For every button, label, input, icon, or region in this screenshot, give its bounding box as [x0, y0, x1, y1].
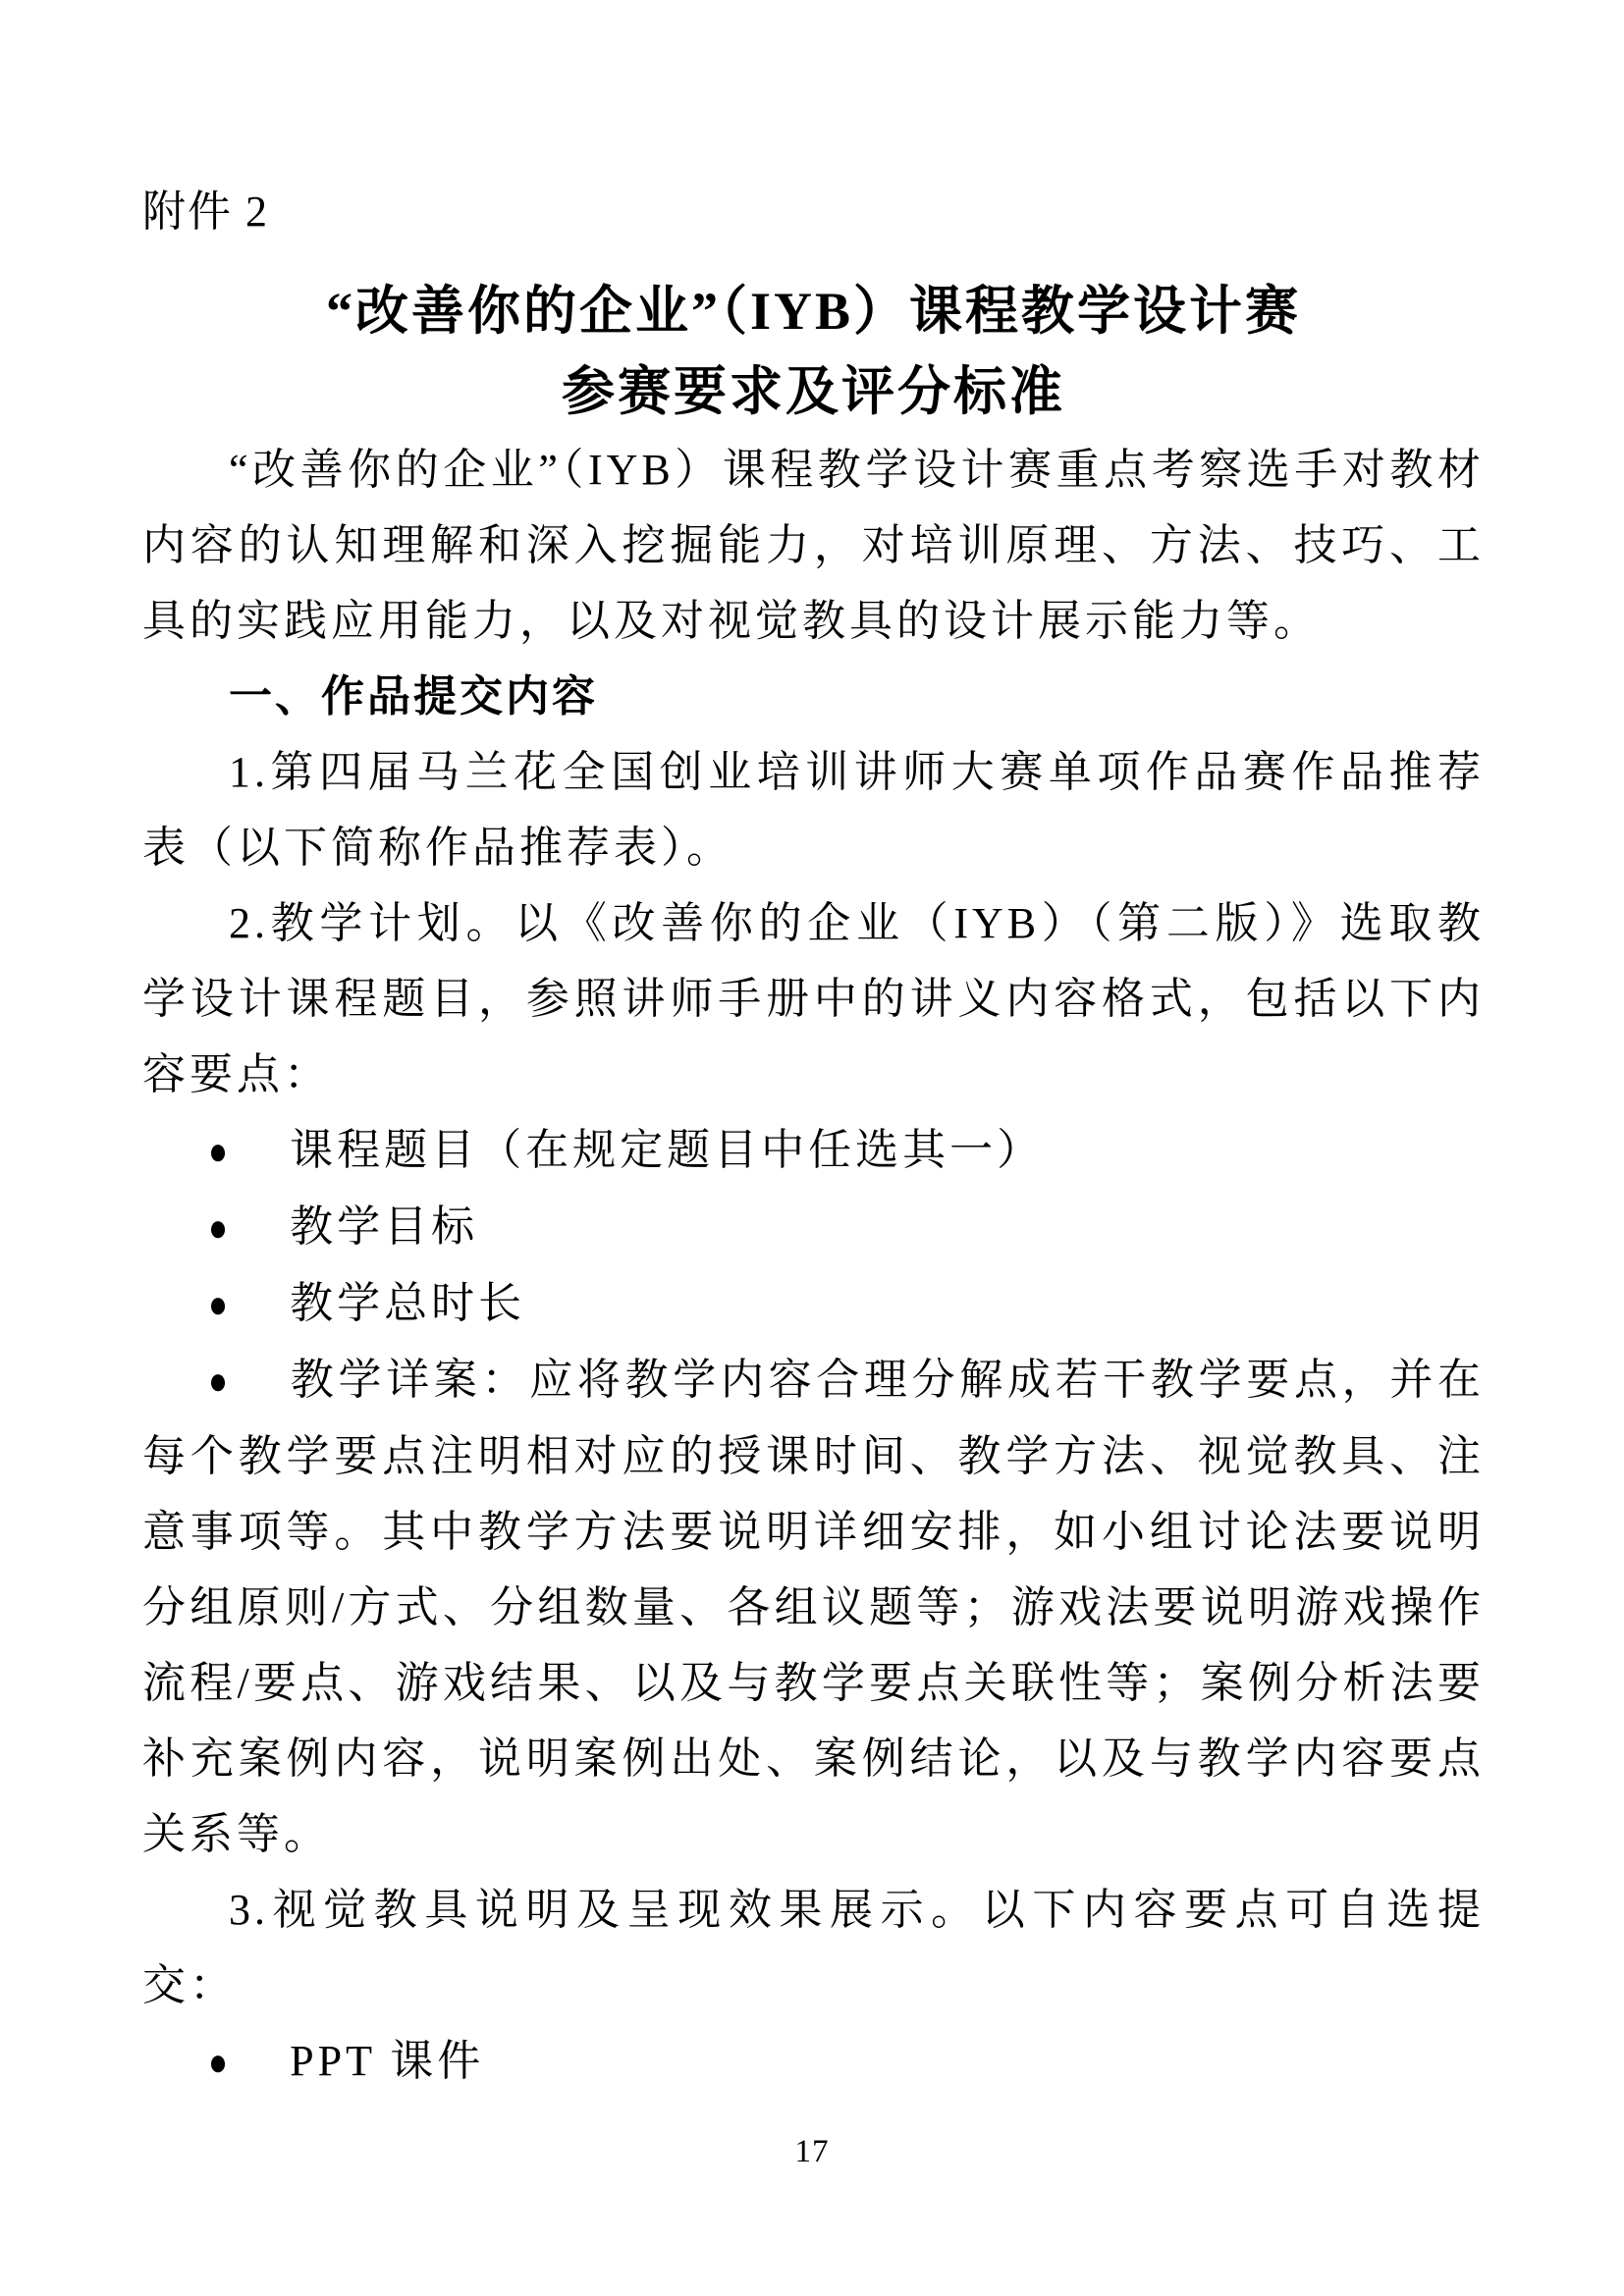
bullet-item-total-duration	[142, 1265, 1485, 1342]
bullet-item-course-title	[142, 1112, 1485, 1189]
bullet-detail-paragraph	[142, 1342, 1485, 1872]
bullet-icon: ●	[208, 1205, 228, 1250]
document-title-line2: 参赛要求及评分标准	[562, 362, 1065, 421]
item-1-paragraph: 1.第四届马兰花全国创业培训讲师大赛单项作品赛作品推荐表（以下简称作品推荐表）。	[142, 748, 1485, 872]
document-title	[142, 271, 1485, 432]
bullet-item-label: 教学目标	[290, 1202, 479, 1251]
bullet-icon: ●	[208, 2040, 228, 2084]
item-3-paragraph: 3.视觉教具说明及呈现效果展示。以下内容要点可自选提交：	[142, 1886, 1485, 2009]
intro-paragraph: “改善你的企业”（IYB）课程教学设计赛重点考察选手对教材内容的认知理解和深入挖掘能力，对培训原理、方法、技巧、工具的实践应用能力，以及对视觉教具的设计展示能力等。	[142, 446, 1485, 645]
item-2-paragraph: 2.教学计划。以《改善你的企业（IYB）（第二版）》选取教学设计课程题目，参照讲师手册中的讲义内容格式，包括以下内容要点：	[142, 899, 1485, 1098]
bullet-detail-text: 教学详案：应将教学内容合理分解成若干教学要点，并在每个教学要点注明相对应的授课时间、教学方法、视觉教具、注意事项等。其中教学方法要说明详细安排，如小组讨论法要说明分组原则/方式、分组数量、各组议题等；游戏法要说明游戏操作流程/要点、游戏结果、以及与教学要点关联性等；案例分析法要补充案例内容，说明案例出处、案例结论，以及与教学内容要点关系等。	[142, 1356, 1486, 1858]
attachment-label: 附件 2	[142, 187, 269, 236]
bullet-item-label: 教学总时长	[290, 1279, 526, 1327]
document-title-line1: “改善你的企业”（IYB）课程教学设计赛	[325, 282, 1302, 341]
page-number: 17	[794, 2134, 830, 2169]
bullet-icon: ●	[208, 1282, 228, 1326]
bullet-item-teaching-goal	[142, 1189, 1485, 1265]
bullet-icon: ●	[208, 1359, 228, 1403]
bullet-item-ppt	[142, 2023, 1485, 2100]
bullet-icon: ●	[208, 1129, 228, 1173]
section-heading-submission-content: 一、作品提交内容	[229, 672, 598, 721]
bullet-item-label: PPT 课件	[290, 2037, 485, 2085]
bullet-item-label: 课程题目（在规定题目中任选其一）	[290, 1126, 1045, 1174]
